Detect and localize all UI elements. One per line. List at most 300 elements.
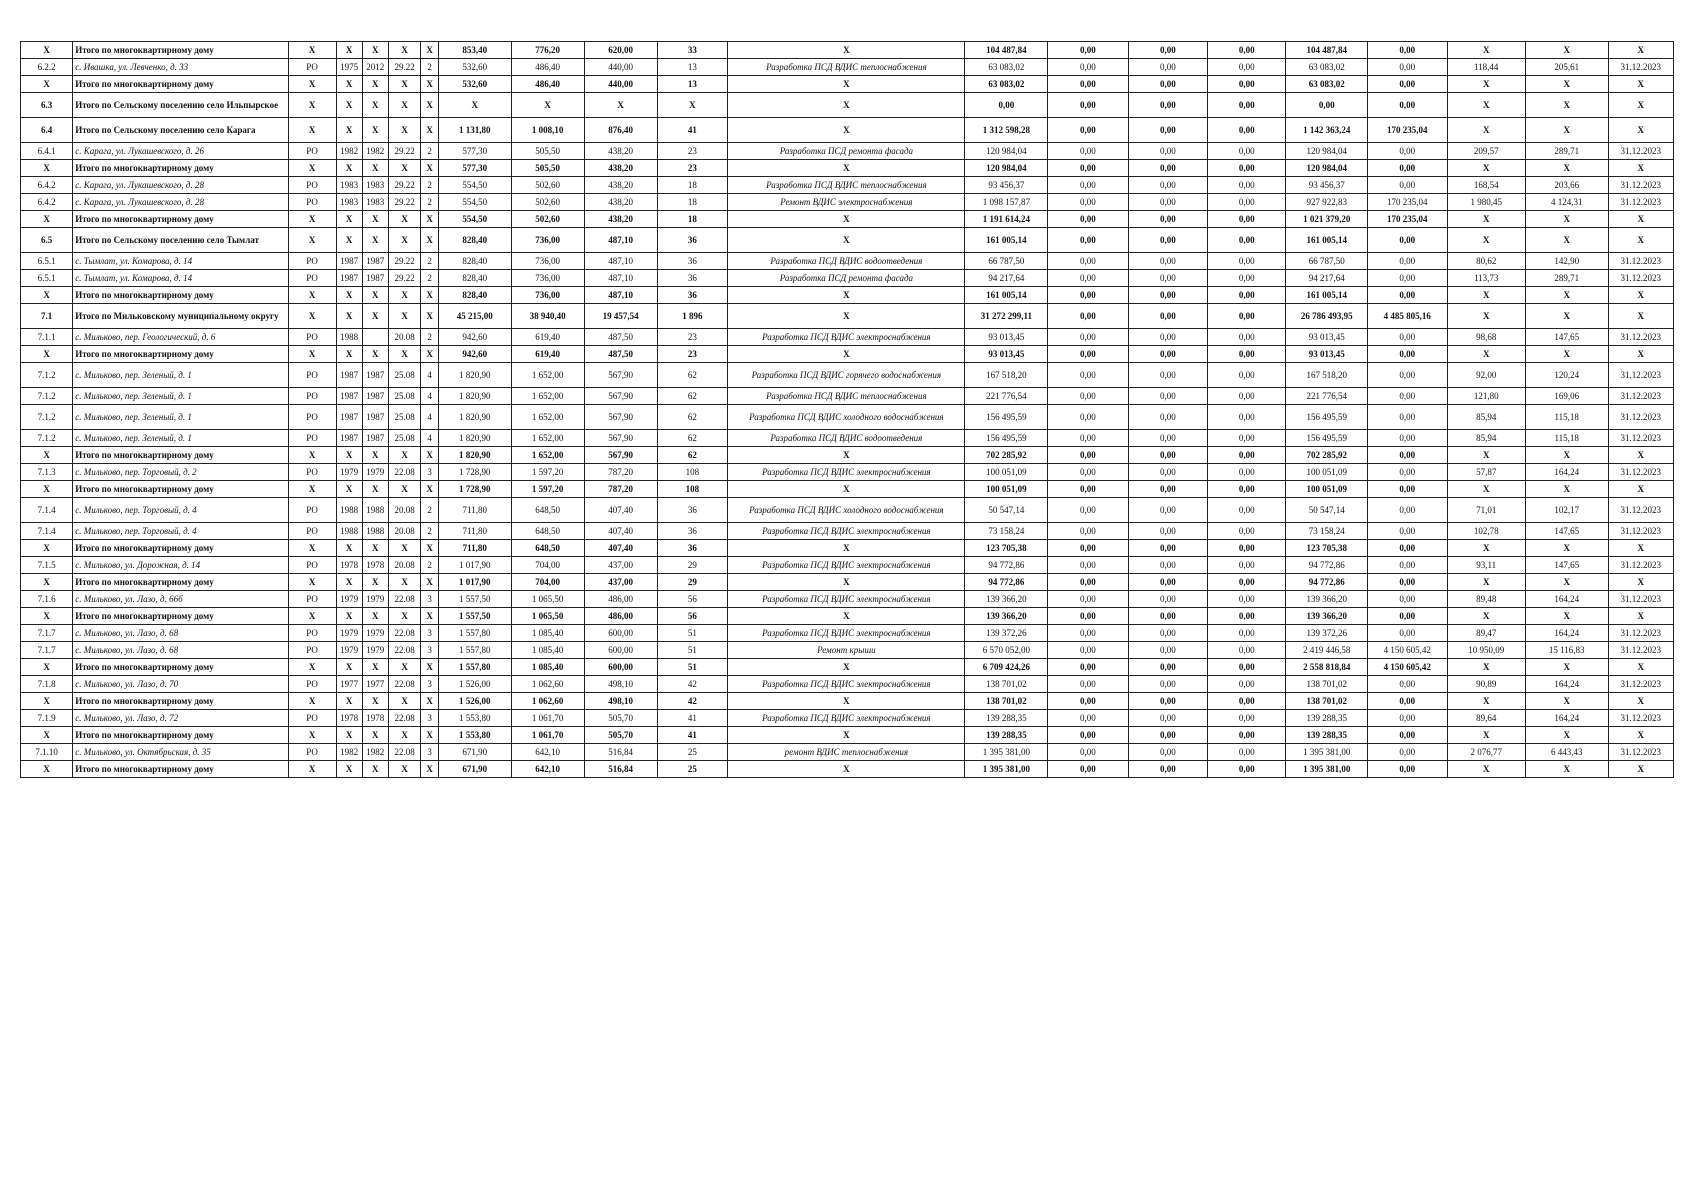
cell-owner: РО bbox=[288, 430, 336, 447]
cell-work-type: X bbox=[728, 481, 965, 498]
cell-regional-funds: 0,00 bbox=[1128, 211, 1207, 228]
cell-address: с. Мильково, пер. Зеленый, д. 1 bbox=[73, 388, 288, 405]
cell-unit-cost: 89,48 bbox=[1447, 591, 1525, 608]
cell-residents: 36 bbox=[657, 253, 728, 270]
cell-other-funds: 4 150 605,42 bbox=[1368, 659, 1447, 676]
cell-commission-year: X bbox=[362, 228, 388, 253]
cell-floors: X bbox=[421, 346, 438, 363]
cell-total-area: 1 017,90 bbox=[438, 574, 511, 591]
cell-commission-year: X bbox=[362, 693, 388, 710]
cell-federal-funds: 0,00 bbox=[1048, 574, 1129, 591]
cell-build-year: 1987 bbox=[336, 388, 362, 405]
cell-federal-funds: 0,00 bbox=[1048, 177, 1129, 194]
cell-max-unit-cost: X bbox=[1525, 160, 1608, 177]
cell-unit-cost: 10 950,09 bbox=[1447, 642, 1525, 659]
cell-federal-funds: 0,00 bbox=[1048, 346, 1129, 363]
cell-wear: X bbox=[388, 93, 421, 118]
cell-residential-area: 1 652,00 bbox=[511, 363, 584, 388]
cell-build-year: 1988 bbox=[336, 523, 362, 540]
cell-regional-funds: 0,00 bbox=[1128, 464, 1207, 481]
cell-residential-area: 704,00 bbox=[511, 574, 584, 591]
cell-address: с. Мильково, пер. Зеленый, д. 1 bbox=[73, 363, 288, 388]
cell-work-type: Ремонт крыши bbox=[728, 642, 965, 659]
cell-federal-funds: 0,00 bbox=[1048, 405, 1129, 430]
cell-floors: 3 bbox=[421, 642, 438, 659]
cell-deadline: X bbox=[1608, 540, 1673, 557]
cell-wear: X bbox=[388, 574, 421, 591]
cell-build-year: X bbox=[336, 447, 362, 464]
cell-unit-cost: 89,47 bbox=[1447, 625, 1525, 642]
cell-owner-funds: 1 395 381,00 bbox=[1286, 761, 1368, 778]
table-row bbox=[21, 625, 1674, 642]
cell-floors: X bbox=[421, 540, 438, 557]
cell-municipal-funds: 0,00 bbox=[1208, 228, 1286, 253]
cell-municipal-funds: 0,00 bbox=[1208, 177, 1286, 194]
cell-commission-year: X bbox=[362, 160, 388, 177]
cell-floors: X bbox=[421, 211, 438, 228]
cell-regional-funds: 0,00 bbox=[1128, 481, 1207, 498]
cell-unit-cost: X bbox=[1447, 481, 1525, 498]
cell-work-type: X bbox=[728, 540, 965, 557]
cell-regional-funds: 0,00 bbox=[1128, 744, 1207, 761]
cell-owner: РО bbox=[288, 744, 336, 761]
cell-build-year: 1977 bbox=[336, 676, 362, 693]
cell-build-year: 1978 bbox=[336, 557, 362, 574]
cell-other-funds: 170 235,04 bbox=[1368, 118, 1447, 143]
cell-build-year: 1987 bbox=[336, 430, 362, 447]
cell-commission-year: 1978 bbox=[362, 557, 388, 574]
cell-wear: X bbox=[388, 160, 421, 177]
cell-deadline: X bbox=[1608, 608, 1673, 625]
cell-commission-year: X bbox=[362, 447, 388, 464]
cell-build-year: 1975 bbox=[336, 59, 362, 76]
cell-total-area: 711,80 bbox=[438, 540, 511, 557]
cell-wear: 22.08 bbox=[388, 676, 421, 693]
cell-residents: 62 bbox=[657, 430, 728, 447]
cell-deadline: 31.12.2023 bbox=[1608, 464, 1673, 481]
cell-wear: 20.08 bbox=[388, 557, 421, 574]
cell-residents: 23 bbox=[657, 160, 728, 177]
cell-other-funds: 0,00 bbox=[1368, 676, 1447, 693]
cell-max-unit-cost: 147,65 bbox=[1525, 329, 1608, 346]
cell-regional-funds: 0,00 bbox=[1128, 160, 1207, 177]
cell-wear: 29.22 bbox=[388, 253, 421, 270]
cell-municipal-funds: 0,00 bbox=[1208, 405, 1286, 430]
cell-wear: X bbox=[388, 447, 421, 464]
cell-commission-year: X bbox=[362, 727, 388, 744]
cell-wear: 22.08 bbox=[388, 464, 421, 481]
cell-commission-year: 2012 bbox=[362, 59, 388, 76]
cell-number: 7.1.6 bbox=[21, 591, 73, 608]
cell-total-area: 554,50 bbox=[438, 177, 511, 194]
cell-floors: 2 bbox=[421, 253, 438, 270]
cell-total-cost: 123 705,38 bbox=[965, 540, 1048, 557]
cell-build-year: 1978 bbox=[336, 710, 362, 727]
cell-floors: 4 bbox=[421, 363, 438, 388]
cell-unit-cost: X bbox=[1447, 304, 1525, 329]
cell-nonresidential-area: 407,40 bbox=[584, 540, 657, 557]
cell-federal-funds: 0,00 bbox=[1048, 498, 1129, 523]
cell-other-funds: 0,00 bbox=[1368, 76, 1447, 93]
cell-total-area: 577,30 bbox=[438, 143, 511, 160]
cell-total-area: 711,80 bbox=[438, 523, 511, 540]
cell-max-unit-cost: 102,17 bbox=[1525, 498, 1608, 523]
cell-owner-funds: 139 366,20 bbox=[1286, 591, 1368, 608]
cell-owner-funds: 1 142 363,24 bbox=[1286, 118, 1368, 143]
cell-commission-year: X bbox=[362, 659, 388, 676]
cell-other-funds: 170 235,04 bbox=[1368, 194, 1447, 211]
cell-address: с. Мильково, ул. Лазо, д. 66б bbox=[73, 591, 288, 608]
cell-municipal-funds: 0,00 bbox=[1208, 143, 1286, 160]
cell-owner: РО bbox=[288, 498, 336, 523]
cell-owner: X bbox=[288, 118, 336, 143]
table-row bbox=[21, 363, 1674, 388]
cell-total-area: 1 526,00 bbox=[438, 693, 511, 710]
cell-residents: 42 bbox=[657, 693, 728, 710]
cell-municipal-funds: 0,00 bbox=[1208, 642, 1286, 659]
cell-work-type: Разработка ПСД ВДИС водоотведения bbox=[728, 253, 965, 270]
cell-total-area: 828,40 bbox=[438, 270, 511, 287]
cell-owner: X bbox=[288, 93, 336, 118]
cell-regional-funds: 0,00 bbox=[1128, 304, 1207, 329]
cell-max-unit-cost: X bbox=[1525, 211, 1608, 228]
cell-max-unit-cost: 4 124,31 bbox=[1525, 194, 1608, 211]
cell-residents: 18 bbox=[657, 194, 728, 211]
cell-unit-cost: 1 980,45 bbox=[1447, 194, 1525, 211]
cell-floors: X bbox=[421, 287, 438, 304]
cell-work-type: X bbox=[728, 42, 965, 59]
cell-max-unit-cost: 15 116,83 bbox=[1525, 642, 1608, 659]
cell-municipal-funds: 0,00 bbox=[1208, 540, 1286, 557]
cell-deadline: 31.12.2023 bbox=[1608, 744, 1673, 761]
cell-deadline: 31.12.2023 bbox=[1608, 59, 1673, 76]
cell-regional-funds: 0,00 bbox=[1128, 118, 1207, 143]
cell-owner-funds: 139 372,26 bbox=[1286, 625, 1368, 642]
cell-floors: 2 bbox=[421, 270, 438, 287]
cell-residential-area: 1 652,00 bbox=[511, 447, 584, 464]
cell-residential-area: 1 085,40 bbox=[511, 625, 584, 642]
cell-commission-year: 1987 bbox=[362, 388, 388, 405]
cell-residential-area: 1 062,60 bbox=[511, 693, 584, 710]
cell-total-area: 532,60 bbox=[438, 59, 511, 76]
cell-max-unit-cost: 289,71 bbox=[1525, 270, 1608, 287]
cell-total-cost: 120 984,04 bbox=[965, 143, 1048, 160]
cell-residential-area: 1 652,00 bbox=[511, 388, 584, 405]
cell-federal-funds: 0,00 bbox=[1048, 744, 1129, 761]
cell-residential-area: 1 062,60 bbox=[511, 676, 584, 693]
cell-commission-year: 1987 bbox=[362, 253, 388, 270]
cell-residential-area: 1 061,70 bbox=[511, 727, 584, 744]
cell-total-area: 1 820,90 bbox=[438, 447, 511, 464]
cell-number: 6.4 bbox=[21, 118, 73, 143]
cell-total-cost: 1 191 614,24 bbox=[965, 211, 1048, 228]
cell-floors: X bbox=[421, 659, 438, 676]
cell-municipal-funds: 0,00 bbox=[1208, 676, 1286, 693]
cell-number: X bbox=[21, 727, 73, 744]
cell-other-funds: 0,00 bbox=[1368, 608, 1447, 625]
cell-nonresidential-area: 438,20 bbox=[584, 211, 657, 228]
cell-owner: РО bbox=[288, 464, 336, 481]
cell-build-year: 1987 bbox=[336, 253, 362, 270]
cell-other-funds: 0,00 bbox=[1368, 59, 1447, 76]
cell-floors: 2 bbox=[421, 523, 438, 540]
cell-residents: 13 bbox=[657, 59, 728, 76]
cell-build-year: 1979 bbox=[336, 625, 362, 642]
cell-max-unit-cost: 205,61 bbox=[1525, 59, 1608, 76]
cell-number: X bbox=[21, 608, 73, 625]
cell-regional-funds: 0,00 bbox=[1128, 42, 1207, 59]
cell-wear: X bbox=[388, 481, 421, 498]
cell-federal-funds: 0,00 bbox=[1048, 363, 1129, 388]
cell-nonresidential-area: 440,00 bbox=[584, 59, 657, 76]
cell-residential-area: 736,00 bbox=[511, 228, 584, 253]
total-row bbox=[21, 608, 1674, 625]
cell-owner-funds: 100 051,09 bbox=[1286, 481, 1368, 498]
cell-address: с. Тымлат, ул. Комарова, д. 14 bbox=[73, 253, 288, 270]
cell-nonresidential-area: 876,40 bbox=[584, 118, 657, 143]
cell-total-cost: 161 005,14 bbox=[965, 287, 1048, 304]
cell-total-area: 45 215,00 bbox=[438, 304, 511, 329]
cell-total-area: 554,50 bbox=[438, 194, 511, 211]
cell-residential-area: 1 065,50 bbox=[511, 608, 584, 625]
cell-build-year: X bbox=[336, 761, 362, 778]
cell-total-area: 828,40 bbox=[438, 287, 511, 304]
cell-other-funds: 0,00 bbox=[1368, 710, 1447, 727]
cell-federal-funds: 0,00 bbox=[1048, 481, 1129, 498]
cell-residents: 36 bbox=[657, 287, 728, 304]
cell-owner: X bbox=[288, 211, 336, 228]
cell-deadline: 31.12.2023 bbox=[1608, 557, 1673, 574]
cell-total-area: 1 017,90 bbox=[438, 557, 511, 574]
total-row bbox=[21, 346, 1674, 363]
cell-federal-funds: 0,00 bbox=[1048, 447, 1129, 464]
cell-residents: 108 bbox=[657, 464, 728, 481]
cell-max-unit-cost: 164,24 bbox=[1525, 625, 1608, 642]
cell-deadline: 31.12.2023 bbox=[1608, 405, 1673, 430]
cell-residential-area: 619,40 bbox=[511, 329, 584, 346]
cell-total-area: 1 820,90 bbox=[438, 405, 511, 430]
cell-commission-year: 1987 bbox=[362, 270, 388, 287]
cell-max-unit-cost: 147,65 bbox=[1525, 557, 1608, 574]
cell-other-funds: 4 485 805,16 bbox=[1368, 304, 1447, 329]
cell-regional-funds: 0,00 bbox=[1128, 329, 1207, 346]
cell-municipal-funds: 0,00 bbox=[1208, 693, 1286, 710]
cell-residents: 18 bbox=[657, 177, 728, 194]
cell-regional-funds: 0,00 bbox=[1128, 287, 1207, 304]
cell-work-type: X bbox=[728, 447, 965, 464]
cell-total-area: 1 557,80 bbox=[438, 642, 511, 659]
cell-work-type: X bbox=[728, 608, 965, 625]
cell-owner-funds: 2 558 818,84 bbox=[1286, 659, 1368, 676]
cell-commission-year: X bbox=[362, 118, 388, 143]
cell-residents: 41 bbox=[657, 727, 728, 744]
cell-wear: X bbox=[388, 118, 421, 143]
cell-owner-funds: 104 487,84 bbox=[1286, 42, 1368, 59]
cell-residential-area: X bbox=[511, 93, 584, 118]
cell-address: Итого по многоквартирному дому bbox=[73, 761, 288, 778]
cell-nonresidential-area: 438,20 bbox=[584, 194, 657, 211]
cell-wear: 25.08 bbox=[388, 363, 421, 388]
cell-federal-funds: 0,00 bbox=[1048, 540, 1129, 557]
cell-wear: X bbox=[388, 727, 421, 744]
cell-max-unit-cost: X bbox=[1525, 481, 1608, 498]
cell-municipal-funds: 0,00 bbox=[1208, 253, 1286, 270]
cell-deadline: 31.12.2023 bbox=[1608, 388, 1673, 405]
cell-wear: X bbox=[388, 287, 421, 304]
cell-deadline: 31.12.2023 bbox=[1608, 676, 1673, 693]
cell-nonresidential-area: 437,00 bbox=[584, 574, 657, 591]
cell-unit-cost: X bbox=[1447, 211, 1525, 228]
cell-build-year: X bbox=[336, 228, 362, 253]
cell-build-year: 1983 bbox=[336, 194, 362, 211]
cell-unit-cost: 102,78 bbox=[1447, 523, 1525, 540]
cell-floors: 2 bbox=[421, 557, 438, 574]
cell-other-funds: 0,00 bbox=[1368, 430, 1447, 447]
cell-regional-funds: 0,00 bbox=[1128, 540, 1207, 557]
cell-work-type: X bbox=[728, 93, 965, 118]
cell-owner-funds: 94 772,86 bbox=[1286, 557, 1368, 574]
table-row bbox=[21, 591, 1674, 608]
cell-residents: 29 bbox=[657, 557, 728, 574]
cell-floors: X bbox=[421, 42, 438, 59]
total-row bbox=[21, 447, 1674, 464]
cell-regional-funds: 0,00 bbox=[1128, 557, 1207, 574]
cell-floors: X bbox=[421, 727, 438, 744]
cell-owner: X bbox=[288, 761, 336, 778]
cell-municipal-funds: 0,00 bbox=[1208, 523, 1286, 540]
cell-wear: 20.08 bbox=[388, 498, 421, 523]
cell-deadline: X bbox=[1608, 574, 1673, 591]
cell-residents: 33 bbox=[657, 42, 728, 59]
cell-commission-year: 1982 bbox=[362, 744, 388, 761]
cell-floors: X bbox=[421, 118, 438, 143]
cell-commission-year: 1987 bbox=[362, 405, 388, 430]
cell-federal-funds: 0,00 bbox=[1048, 59, 1129, 76]
cell-work-type: X bbox=[728, 211, 965, 228]
cell-number: 6.4.2 bbox=[21, 177, 73, 194]
cell-municipal-funds: 0,00 bbox=[1208, 447, 1286, 464]
cell-regional-funds: 0,00 bbox=[1128, 659, 1207, 676]
cell-number: 6.2.2 bbox=[21, 59, 73, 76]
cell-wear: 25.08 bbox=[388, 405, 421, 430]
cell-unit-cost: X bbox=[1447, 93, 1525, 118]
cell-federal-funds: 0,00 bbox=[1048, 464, 1129, 481]
cell-unit-cost: X bbox=[1447, 42, 1525, 59]
cell-unit-cost: 92,00 bbox=[1447, 363, 1525, 388]
cell-max-unit-cost: X bbox=[1525, 540, 1608, 557]
cell-max-unit-cost: X bbox=[1525, 118, 1608, 143]
cell-residents: 62 bbox=[657, 447, 728, 464]
cell-nonresidential-area: 567,90 bbox=[584, 363, 657, 388]
cell-max-unit-cost: 115,18 bbox=[1525, 405, 1608, 430]
cell-number: 7.1.10 bbox=[21, 744, 73, 761]
cell-address: с. Мильково, ул. Дорожная, д. 14 bbox=[73, 557, 288, 574]
cell-other-funds: 170 235,04 bbox=[1368, 211, 1447, 228]
cell-floors: X bbox=[421, 93, 438, 118]
cell-total-area: 577,30 bbox=[438, 160, 511, 177]
cell-owner: X bbox=[288, 346, 336, 363]
cell-other-funds: 0,00 bbox=[1368, 228, 1447, 253]
cell-work-type: X bbox=[728, 761, 965, 778]
cell-work-type: X bbox=[728, 693, 965, 710]
cell-regional-funds: 0,00 bbox=[1128, 608, 1207, 625]
cell-build-year: X bbox=[336, 93, 362, 118]
cell-floors: 3 bbox=[421, 676, 438, 693]
cell-build-year: X bbox=[336, 540, 362, 557]
cell-nonresidential-area: 787,20 bbox=[584, 481, 657, 498]
cell-floors: X bbox=[421, 304, 438, 329]
cell-unit-cost: 85,94 bbox=[1447, 430, 1525, 447]
cell-nonresidential-area: 620,00 bbox=[584, 42, 657, 59]
cell-other-funds: 0,00 bbox=[1368, 464, 1447, 481]
cell-work-type: X bbox=[728, 346, 965, 363]
cell-deadline: 31.12.2023 bbox=[1608, 710, 1673, 727]
cell-residential-area: 1 597,20 bbox=[511, 481, 584, 498]
cell-other-funds: 0,00 bbox=[1368, 625, 1447, 642]
cell-owner: РО bbox=[288, 523, 336, 540]
cell-deadline: X bbox=[1608, 160, 1673, 177]
cell-nonresidential-area: 487,10 bbox=[584, 270, 657, 287]
cell-owner: X bbox=[288, 481, 336, 498]
cell-number: X bbox=[21, 574, 73, 591]
cell-owner: X bbox=[288, 42, 336, 59]
cell-floors: 2 bbox=[421, 498, 438, 523]
cell-owner: X bbox=[288, 287, 336, 304]
cell-municipal-funds: 0,00 bbox=[1208, 160, 1286, 177]
cell-owner-funds: 66 787,50 bbox=[1286, 253, 1368, 270]
cell-total-cost: 104 487,84 bbox=[965, 42, 1048, 59]
cell-total-area: 1 557,80 bbox=[438, 625, 511, 642]
cell-municipal-funds: 0,00 bbox=[1208, 93, 1286, 118]
cell-deadline: X bbox=[1608, 727, 1673, 744]
cell-owner-funds: 73 158,24 bbox=[1286, 523, 1368, 540]
cell-commission-year: X bbox=[362, 608, 388, 625]
cell-max-unit-cost: 169,06 bbox=[1525, 388, 1608, 405]
cell-address: Итого по многоквартирному дому bbox=[73, 659, 288, 676]
table-row bbox=[21, 744, 1674, 761]
cell-owner-funds: 138 701,02 bbox=[1286, 693, 1368, 710]
cell-total-cost: 93 013,45 bbox=[965, 346, 1048, 363]
cell-deadline: 31.12.2023 bbox=[1608, 642, 1673, 659]
cell-other-funds: 0,00 bbox=[1368, 388, 1447, 405]
cell-residents: 18 bbox=[657, 211, 728, 228]
cell-max-unit-cost: 164,24 bbox=[1525, 591, 1608, 608]
cell-commission-year: 1977 bbox=[362, 676, 388, 693]
cell-commission-year: 1979 bbox=[362, 464, 388, 481]
cell-regional-funds: 0,00 bbox=[1128, 710, 1207, 727]
cell-regional-funds: 0,00 bbox=[1128, 228, 1207, 253]
register-table bbox=[20, 41, 1674, 778]
cell-municipal-funds: 0,00 bbox=[1208, 727, 1286, 744]
cell-work-type: Ремонт ВДИС электроснабжения bbox=[728, 194, 965, 211]
cell-regional-funds: 0,00 bbox=[1128, 93, 1207, 118]
cell-owner: X bbox=[288, 76, 336, 93]
cell-number: 7.1.2 bbox=[21, 405, 73, 430]
table-row bbox=[21, 642, 1674, 659]
cell-total-cost: 93 456,37 bbox=[965, 177, 1048, 194]
cell-address: с. Мильково, ул. Лазо, д. 70 bbox=[73, 676, 288, 693]
cell-floors: X bbox=[421, 76, 438, 93]
cell-owner: X bbox=[288, 160, 336, 177]
cell-municipal-funds: 0,00 bbox=[1208, 761, 1286, 778]
cell-nonresidential-area: 787,20 bbox=[584, 464, 657, 481]
cell-federal-funds: 0,00 bbox=[1048, 304, 1129, 329]
cell-number: X bbox=[21, 761, 73, 778]
cell-number: X bbox=[21, 693, 73, 710]
cell-build-year: X bbox=[336, 160, 362, 177]
cell-nonresidential-area: 407,40 bbox=[584, 498, 657, 523]
cell-regional-funds: 0,00 bbox=[1128, 346, 1207, 363]
